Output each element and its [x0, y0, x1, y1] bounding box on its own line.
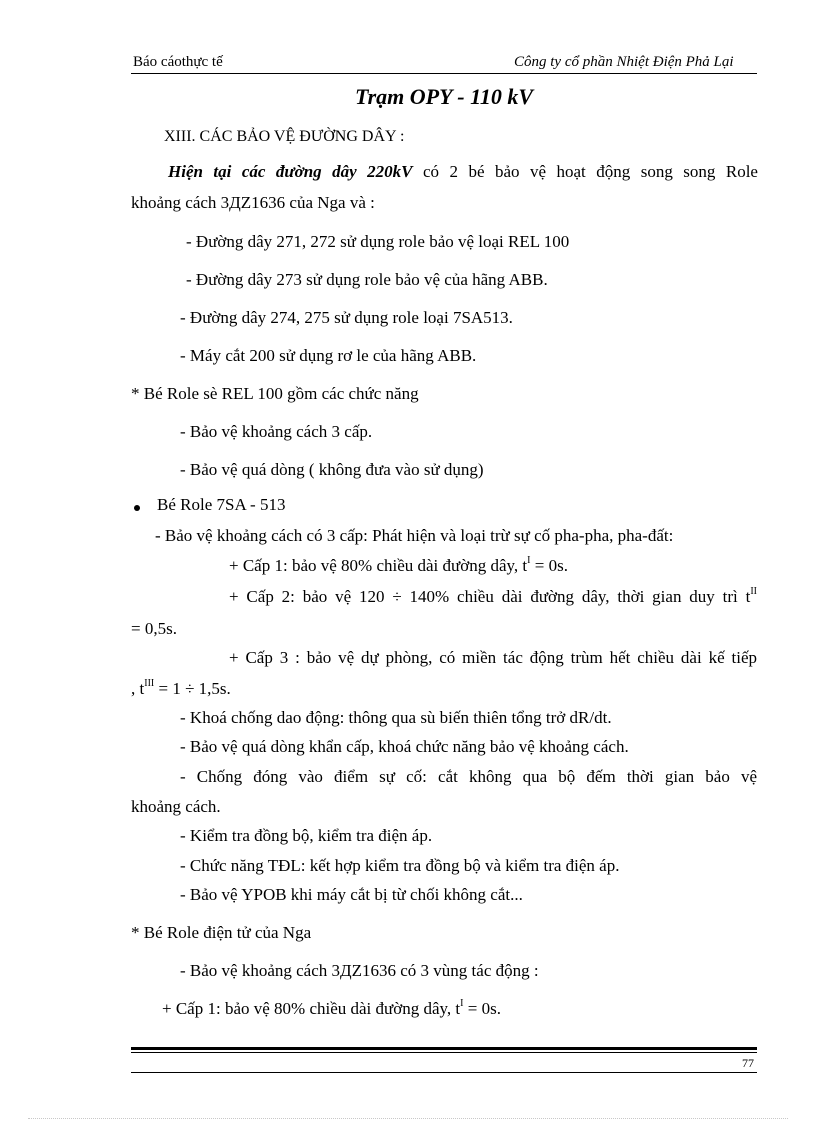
list-item-text: + Cấp 1: bảo vệ 80% chiều dài đường dây, t — [229, 556, 528, 575]
list-item-text: = 1 ÷ 1,5s. — [154, 679, 231, 698]
list-item-continuation — [131, 679, 231, 699]
list-item — [162, 999, 501, 1019]
list-item: - Đường dây 273 sử dụng role bảo vệ của hãng ABB. — [186, 270, 548, 289]
list-item: - Bảo vệ khoảng cách 3 cấp. — [180, 422, 373, 441]
list-item-text: + Cấp 2: bảo vệ 120 ÷ 140% chiều dài đường dây, thời gian duy trì t — [229, 587, 751, 606]
list-item: - Bảo vệ khoảng cách 3ДZ1636 có 3 vùng tác động : — [180, 961, 539, 980]
list-item — [229, 587, 757, 607]
list-item: - Máy cắt 200 sử dụng rơ le của hãng ABB. — [180, 346, 477, 365]
list-item-text: + Cấp 1: bảo vệ 80% chiều dài đường dây, t — [162, 999, 461, 1018]
superscript: III — [144, 678, 155, 690]
list-item-continuation: = 0,5s. — [131, 619, 177, 638]
subsection-heading: * Bé Role điện tử của Nga — [131, 923, 312, 942]
list-item: - Bảo vệ quá dòng ( không đưa vào sử dụng) — [180, 460, 484, 479]
list-item-continuation: khoảng cách. — [131, 797, 221, 816]
page-edge-divider — [28, 1118, 788, 1119]
list-item-text: = 0s. — [530, 556, 568, 575]
list-item-text: , t — [131, 679, 145, 698]
footer-bottom-rule — [131, 1072, 757, 1073]
section-heading: XIII. CÁC BẢO VỆ ĐƯỜNG DÂY : — [164, 128, 405, 145]
list-item-text: = 0s. — [463, 999, 501, 1018]
header-left: Báo cáothực tế — [133, 54, 223, 70]
footer-rule-thin — [131, 1052, 757, 1053]
list-item: - Kiểm tra đồng bộ, kiểm tra điện áp. — [180, 826, 433, 845]
list-item — [229, 556, 568, 576]
list-item: - Chức năng TĐL: kết hợp kiểm tra đồng bộ và kiểm tra điện áp. — [180, 856, 620, 875]
list-item: - Bảo vệ quá dòng khẩn cấp, khoá chức năng bảo vệ khoảng cách. — [180, 737, 629, 756]
footer-rule-thick — [131, 1047, 757, 1050]
subsection-heading: * Bé Role sè REL 100 gồm các chức năng — [131, 384, 419, 403]
emphasis-text: Hiện tại các đường dây 220kV — [168, 162, 413, 181]
header-right: Công ty cổ phần Nhiệt Điện Phả Lại — [514, 54, 734, 70]
paragraph-line: khoảng cách 3ДZ1636 của Nga và : — [131, 193, 375, 212]
list-item: - Đường dây 271, 272 sử dụng role bảo vệ loại REL 100 — [186, 232, 570, 251]
list-item: - Khoá chống dao động: thông qua sù biến thiên tổng trở dR/dt. — [180, 708, 612, 727]
list-item: - Chống đóng vào điểm sự cố: cắt không qua bộ đếm thời gian bảo vệ — [180, 767, 757, 786]
page-title: Trạm OPY - 110 kV — [355, 84, 534, 109]
list-item: - Bảo vệ YPOB khi máy cắt bị từ chối không cắt... — [180, 885, 523, 904]
paragraph-line — [168, 162, 758, 182]
superscript: I — [527, 555, 531, 567]
superscript: II — [750, 586, 757, 598]
paragraph-text: có 2 bé bảo vệ hoạt động song song Role — [412, 162, 758, 181]
list-item: - Bảo vệ khoảng cách có 3 cấp: Phát hiện và loại trừ sự cố pha-pha, pha-đất: — [155, 526, 674, 545]
bullet-icon — [134, 505, 140, 511]
page-number: 77 — [742, 1056, 754, 1070]
list-item: + Cấp 3 : bảo vệ dự phòng, có miền tác động trùm hết chiều dài kế tiếp — [229, 648, 757, 667]
superscript: I — [460, 998, 464, 1010]
subsection-heading: Bé Role 7SA - 513 — [157, 495, 286, 514]
list-item: - Đường dây 274, 275 sử dụng role loại 7SA513. — [180, 308, 513, 327]
header-rule — [131, 73, 757, 74]
